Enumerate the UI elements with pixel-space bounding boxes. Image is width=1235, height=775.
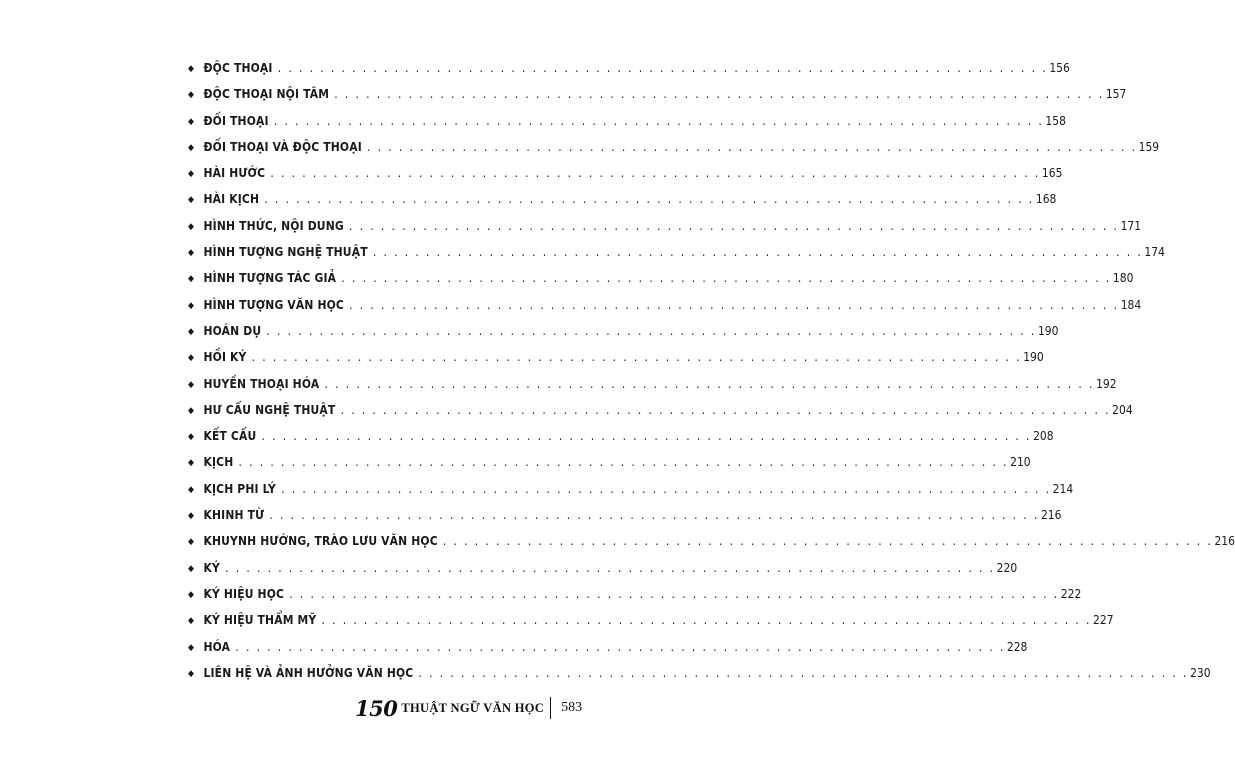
toc-entry-title: KÝ HIỆU HỌC — [203, 585, 285, 601]
toc-entry-page: 220 — [996, 559, 1018, 575]
diamond-bullet-icon: ◆ — [188, 484, 194, 495]
diamond-bullet-icon: ◆ — [188, 537, 194, 548]
diamond-bullet-icon: ◆ — [188, 642, 194, 653]
diamond-bullet-icon: ◆ — [188, 326, 194, 337]
diamond-bullet-icon: ◆ — [188, 511, 194, 522]
toc-entry — [188, 86, 1127, 112]
dot-leader: . . . . . . . . . . . . . . . . . . . . . . . . . . . . . . . . . . . . . . . . . . . . . . . . . . . . . . . . . . . . . . . . . . . . . . . . . — [334, 86, 1105, 102]
toc-entry-page: 168 — [1035, 191, 1057, 207]
diamond-bullet-icon: ◆ — [188, 274, 194, 285]
toc-entry-title: HƯ CẤU NGHỆ THUẬT — [203, 401, 336, 417]
toc-entry-title: KHUYNH HƯỚNG, TRÀO LƯU VĂN HỌC — [203, 533, 438, 549]
toc-entry-page: 165 — [1041, 165, 1063, 181]
page-number: 583 — [561, 700, 583, 715]
dot-leader: . . . . . . . . . . . . . . . . . . . . . . . . . . . . . . . . . . . . . . . . . . . . . . . . . . . . . . . . . . . . . . . . . . . . . . . . . — [289, 585, 1060, 601]
diamond-bullet-icon: ◆ — [188, 300, 194, 311]
toc-entry-page: 159 — [1138, 138, 1160, 154]
dot-leader: . . . . . . . . . . . . . . . . . . . . . . . . . . . . . . . . . . . . . . . . . . . . . . . . . . . . . . . . . . . . . . . . . . . . . . . . . — [269, 507, 1040, 523]
toc-entry-page: 171 — [1120, 217, 1142, 233]
dot-leader: . . . . . . . . . . . . . . . . . . . . . . . . . . . . . . . . . . . . . . . . . . . . . . . . . . . . . . . . . . . . . . . . . . . . . . . . . — [270, 165, 1041, 181]
toc-entry-title: HÌNH THỨC, NỘI DUNG — [203, 217, 344, 233]
series-number: 150 — [355, 695, 398, 721]
dot-leader: . . . . . . . . . . . . . . . . . . . . . . . . . . . . . . . . . . . . . . . . . . . . . . . . . . . . . . . . . . . . . . . . . . . . . . . . . — [367, 138, 1137, 154]
toc-entry — [188, 296, 1142, 323]
toc-entry-title: HUYỀN THOẠI HÓA — [203, 375, 320, 391]
toc-entry-title: LIÊN HỆ VÀ ẢNH HƯỞNG VĂN HỌC — [203, 664, 414, 680]
dot-leader: . . . . . . . . . . . . . . . . . . . . . . . . . . . . . . . . . . . . . . . . . . . . . . . . . . . . . . . . . . . . . . . . . . . . . . . . . — [372, 244, 1143, 260]
dot-leader: . . . . . . . . . . . . . . . . . . . . . . . . . . . . . . . . . . . . . . . . . . . . . . . . . . . . . . . . . . . . . . . . . . . . . . . . . — [264, 191, 1035, 207]
dot-leader: . . . . . . . . . . . . . . . . . . . . . . . . . . . . . . . . . . . . . . . . . . . . . . . . . . . . . . . . . . . . . . . . . . . . . . . . . — [225, 559, 995, 575]
toc-entry-page: 227 — [1093, 612, 1114, 628]
toc-entry — [188, 375, 1117, 402]
diamond-bullet-icon: ◆ — [188, 405, 194, 416]
toc-entry-page: 216 — [1214, 533, 1235, 549]
toc-entry-title: ĐỐI THOẠI — [203, 112, 269, 128]
dot-leader: . . . . . . . . . . . . . . . . . . . . . . . . . . . . . . . . . . . . . . . . . . . . . . . . . . . . . . . . . . . . . . . . . . . . . . . . . — [238, 454, 1009, 470]
toc-entry-page: 216 — [1040, 507, 1062, 523]
diamond-bullet-icon: ◆ — [188, 589, 194, 600]
toc-entry-title: KHINH TỪ — [203, 507, 265, 523]
toc-entry-page: 184 — [1120, 296, 1142, 312]
toc-entry-title: HÀI HƯỚC — [203, 165, 266, 181]
toc-entry — [188, 401, 1133, 428]
toc-entry-page: 210 — [1010, 454, 1031, 470]
toc-entry — [188, 507, 1062, 533]
diamond-bullet-icon: ◆ — [188, 563, 194, 574]
toc-entry — [188, 428, 1054, 454]
toc-entry-title: KỊCH — [203, 454, 234, 470]
dot-leader: . . . . . . . . . . . . . . . . . . . . . . . . . . . . . . . . . . . . . . . . . . . . . . . . . . . . . . . . . . . . . . . . . . . . . . . . . — [324, 375, 1095, 391]
diamond-bullet-icon: ◆ — [188, 221, 194, 232]
toc-entry — [188, 454, 1031, 480]
toc-entry — [188, 138, 1160, 165]
toc-entry — [188, 638, 1028, 665]
toc-entry-page: 192 — [1096, 375, 1117, 391]
toc-entry-page: 180 — [1112, 270, 1134, 286]
toc-entry-page: 204 — [1112, 401, 1133, 417]
toc-entry-title: HÌNH TƯỢNG VĂN HỌC — [203, 296, 344, 312]
footer-divider — [550, 697, 551, 719]
toc-entry-page: 230 — [1190, 664, 1211, 680]
diamond-bullet-icon: ◆ — [188, 379, 194, 390]
toc-entry — [188, 191, 1057, 217]
dot-leader: . . . . . . . . . . . . . . . . . . . . . . . . . . . . . . . . . . . . . . . . . . . . . . . . . . . . . . . . . . . . . . . . . . . . . . . . . — [277, 60, 1048, 75]
toc-entry — [188, 112, 1066, 139]
dot-leader: . . . . . . . . . . . . . . . . . . . . . . . . . . . . . . . . . . . . . . . . . . . . . . . . . . . . . . . . . . . . . . . . . . . . . . . . . — [349, 296, 1119, 312]
toc-entry-title: ĐỘC THOẠI NỘI TÂM — [203, 86, 330, 102]
toc-entry-title: ĐỐI THOẠI VÀ ĐỘC THOẠI — [203, 138, 362, 154]
series-title: THUẬT NGỮ VĂN HỌC — [401, 700, 545, 715]
dot-leader: . . . . . . . . . . . . . . . . . . . . . . . . . . . . . . . . . . . . . . . . . . . . . . . . . . . . . . . . . . . . . . . . . . . . . . . . . — [266, 322, 1037, 338]
dot-leader: . . . . . . . . . . . . . . . . . . . . . . . . . . . . . . . . . . . . . . . . . . . . . . . . . . . . . . . . . . . . . . . . . . . . . . . . . — [340, 401, 1111, 417]
toc-entry — [188, 559, 1018, 586]
diamond-bullet-icon: ◆ — [188, 195, 194, 206]
toc-entry-title: KÝ — [203, 559, 220, 575]
toc-entry — [188, 270, 1134, 296]
dot-leader: . . . . . . . . . . . . . . . . . . . . . . . . . . . . . . . . . . . . . . . . . . . . . . . . . . . . . . . . . . . . . . . . . . . . . . . . . — [341, 270, 1112, 286]
toc-entry — [188, 349, 1044, 375]
dot-leader: . . . . . . . . . . . . . . . . . . . . . . . . . . . . . . . . . . . . . . . . . . . . . . . . . . . . . . . . . . . . . . . . . . . . . . . . . — [349, 217, 1119, 233]
diamond-bullet-icon: ◆ — [188, 616, 194, 627]
toc-entry-title: ĐỘC THOẠI — [203, 60, 273, 75]
toc-entry-page: 222 — [1060, 585, 1082, 601]
toc-entry-page: 190 — [1037, 322, 1059, 338]
running-footer — [355, 693, 595, 723]
diamond-bullet-icon: ◆ — [188, 353, 194, 364]
toc-entry-page: 214 — [1052, 480, 1074, 496]
table-of-contents — [188, 60, 1235, 691]
toc-entry-title: KÝ HIỆU THẨM MỸ — [203, 612, 317, 628]
dot-leader: . . . . . . . . . . . . . . . . . . . . . . . . . . . . . . . . . . . . . . . . . . . . . . . . . . . . . . . . . . . . . . . . . . . . . . . . . — [261, 428, 1032, 444]
toc-entry — [188, 244, 1165, 270]
toc-entry — [188, 664, 1211, 691]
diamond-bullet-icon: ◆ — [188, 432, 194, 443]
dot-leader: . . . . . . . . . . . . . . . . . . . . . . . . . . . . . . . . . . . . . . . . . . . . . . . . . . . . . . . . . . . . . . . . . . . . . . . . . — [418, 664, 1189, 680]
diamond-bullet-icon: ◆ — [188, 64, 194, 74]
diamond-bullet-icon: ◆ — [188, 142, 194, 153]
dot-leader: . . . . . . . . . . . . . . . . . . . . . . . . . . . . . . . . . . . . . . . . . . . . . . . . . . . . . . . . . . . . . . . . . . . . . . . . . — [273, 112, 1044, 128]
toc-entry-title: HÓA — [203, 638, 231, 654]
toc-entry-title: KỊCH PHI LÝ — [203, 480, 276, 496]
toc-entry — [188, 480, 1074, 507]
toc-entry-page: 208 — [1033, 428, 1054, 444]
diamond-bullet-icon: ◆ — [188, 668, 194, 679]
toc-entry — [188, 533, 1235, 559]
diamond-bullet-icon: ◆ — [188, 458, 194, 469]
toc-entry — [188, 322, 1059, 349]
toc-entry-page: 156 — [1049, 60, 1070, 75]
toc-entry-page: 190 — [1023, 349, 1044, 365]
toc-entry — [188, 217, 1142, 244]
toc-entry-title: HÌNH TƯỢNG TÁC GIẢ — [203, 270, 337, 286]
toc-entry-title: HÌNH TƯỢNG NGHỆ THUẬT — [203, 244, 368, 260]
toc-entry-title: HỒI KÝ — [203, 349, 247, 365]
dot-leader: . . . . . . . . . . . . . . . . . . . . . . . . . . . . . . . . . . . . . . . . . . . . . . . . . . . . . . . . . . . . . . . . . . . . . . . . . — [251, 349, 1022, 365]
diamond-bullet-icon: ◆ — [188, 248, 194, 259]
toc-entry-page: 228 — [1006, 638, 1028, 654]
toc-entry — [188, 165, 1063, 191]
toc-entry-page: 157 — [1105, 86, 1127, 102]
toc-entry-title: HOÁN DỤ — [203, 322, 262, 338]
diamond-bullet-icon: ◆ — [188, 116, 194, 127]
dot-leader: . . . . . . . . . . . . . . . . . . . . . . . . . . . . . . . . . . . . . . . . . . . . . . . . . . . . . . . . . . . . . . . . . . . . . . . . . — [281, 480, 1051, 496]
diamond-bullet-icon: ◆ — [188, 169, 194, 180]
toc-entry-page: 158 — [1045, 112, 1066, 128]
toc-entry-page: 174 — [1144, 244, 1165, 260]
dot-leader: . . . . . . . . . . . . . . . . . . . . . . . . . . . . . . . . . . . . . . . . . . . . . . . . . . . . . . . . . . . . . . . . . . . . . . . . . — [235, 638, 1006, 654]
diamond-bullet-icon: ◆ — [188, 90, 194, 101]
toc-entry — [188, 585, 1082, 612]
toc-entry — [188, 60, 1070, 86]
toc-entry-title: KẾT CẤU — [203, 428, 257, 444]
dot-leader: . . . . . . . . . . . . . . . . . . . . . . . . . . . . . . . . . . . . . . . . . . . . . . . . . . . . . . . . . . . . . . . . . . . . . . . . . — [442, 533, 1213, 549]
dot-leader: . . . . . . . . . . . . . . . . . . . . . . . . . . . . . . . . . . . . . . . . . . . . . . . . . . . . . . . . . . . . . . . . . . . . . . . . . — [321, 612, 1092, 628]
toc-entry — [188, 612, 1114, 638]
toc-entry-title: HÀI KỊCH — [203, 191, 260, 207]
